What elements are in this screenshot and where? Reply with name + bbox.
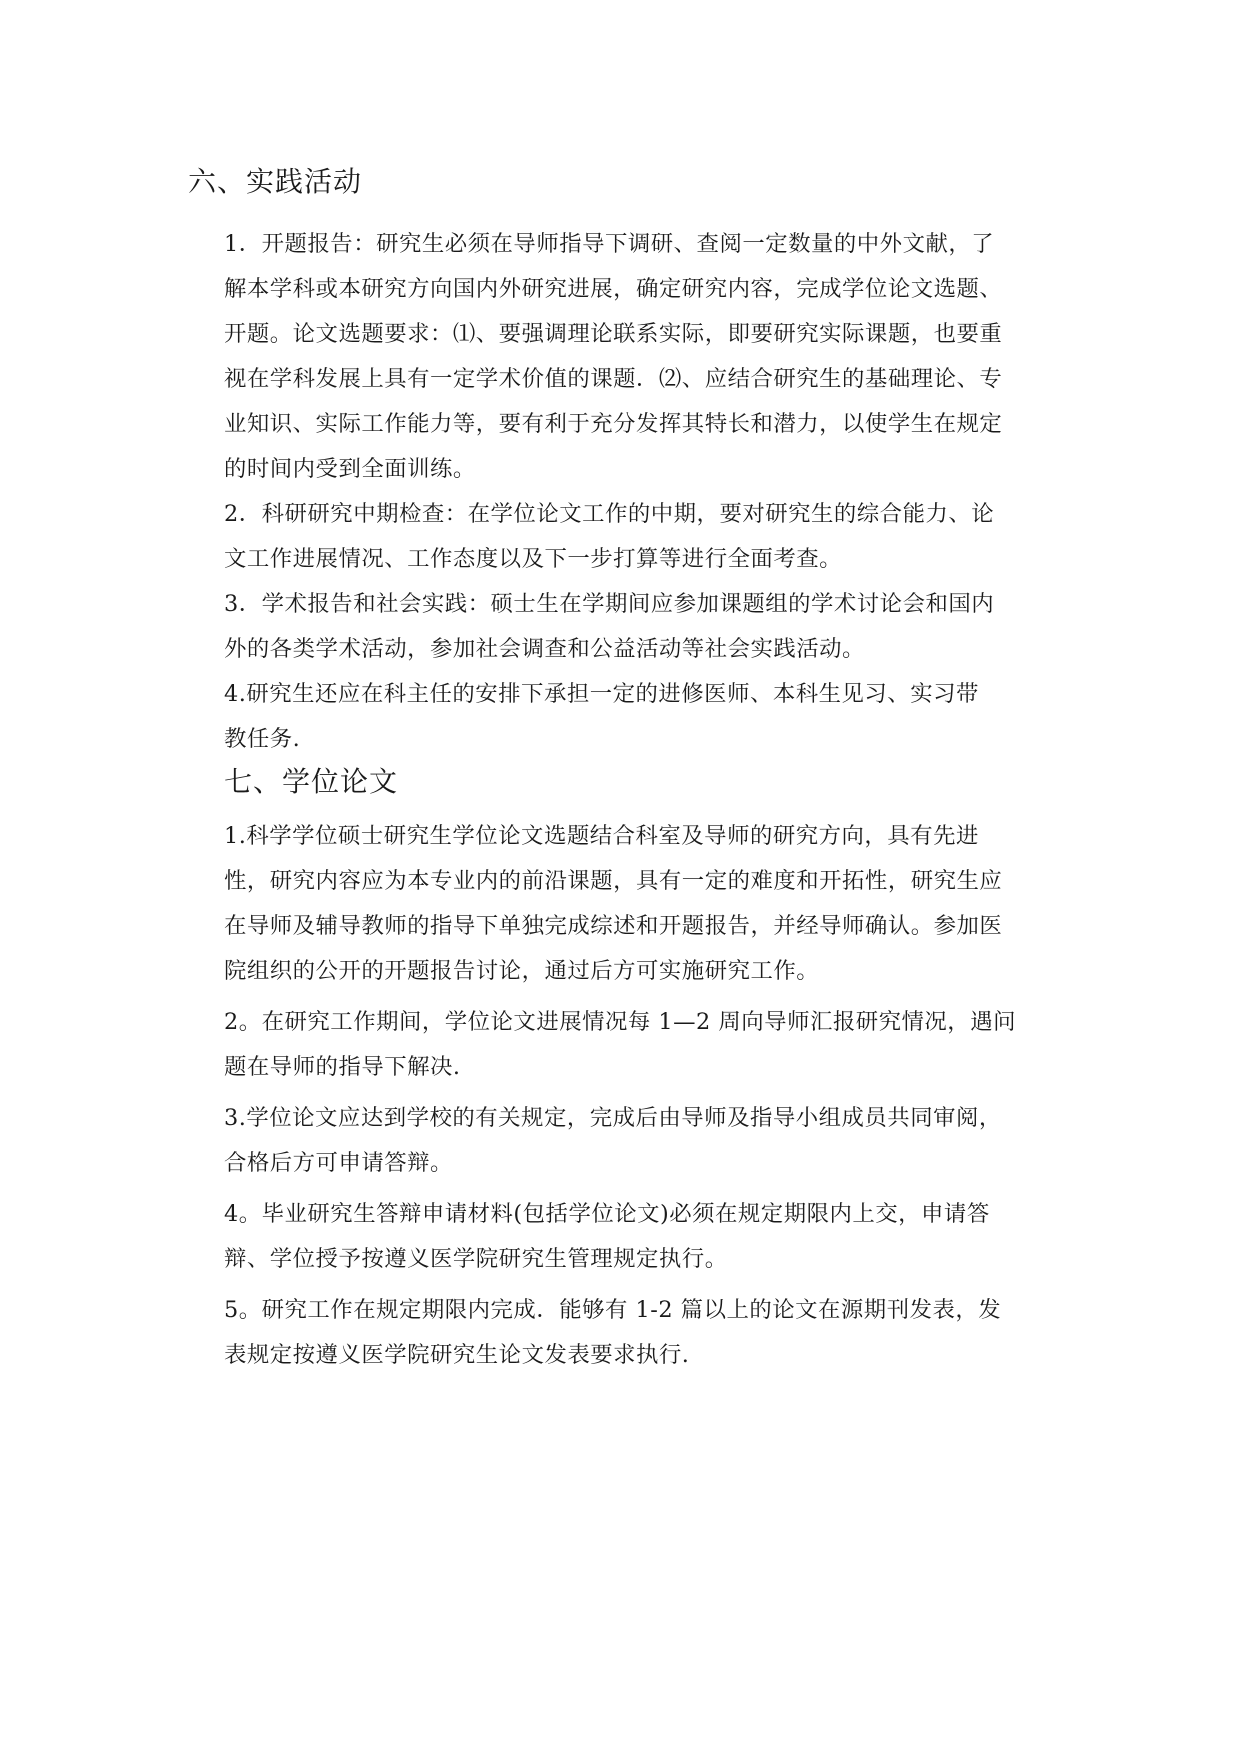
text-line: 4。毕业研究生答辩申请材料(包括学位论文)必须在规定期限内上交，申请答 — [224, 1201, 990, 1227]
text-line: 1.科学学位硕士研究生学位论文选题结合科室及导师的研究方向，具有先进 — [224, 823, 979, 849]
section-6-item-2 — [224, 492, 1044, 582]
text-line: 文工作进展情况、工作态度以及下一步打算等进行全面考查。 — [224, 546, 843, 572]
section-7-item-5 — [224, 1288, 1044, 1378]
text-line: 4.研究生还应在科主任的安排下承担一定的进修医师、本科生见习、实习带 — [224, 681, 979, 707]
section-6-item-4 — [224, 672, 1044, 762]
text-line: 院组织的公开的开题报告讨论，通过后方可实施研究工作。 — [224, 958, 820, 984]
section-7-item-1 — [224, 814, 1044, 994]
text-line: 开题。论文选题要求：⑴、要强调理论联系实际，即要研究实际课题，也要重 — [224, 321, 1003, 347]
text-line: 辩、学位授予按遵义医学院研究生管理规定执行。 — [224, 1246, 728, 1272]
section-6-item-1 — [224, 222, 1044, 492]
text-line: 视在学科发展上具有一定学术价值的课题．⑵、应结合研究生的基础理论、专 — [224, 366, 1003, 392]
section-7-item-2 — [224, 1000, 1044, 1090]
text-line: 2。在研究工作期间，学位论文进展情况每 1—2 周向导师汇报研究情况，遇问 — [224, 1009, 1016, 1035]
text-line: 外的各类学术活动，参加社会调查和公益活动等社会实践活动。 — [224, 636, 865, 662]
text-line: 题在导师的指导下解决. — [224, 1054, 461, 1080]
section-6-item-3 — [224, 582, 1044, 672]
section-7-heading: 七、学位论文 — [224, 765, 399, 798]
text-line: 3.学位论文应达到学校的有关规定，完成后由导师及指导小组成员共同审阅， — [224, 1105, 1002, 1131]
text-line: 表规定按遵义医学院研究生论文发表要求执行. — [224, 1342, 690, 1368]
text-line: 的时间内受到全面训练。 — [224, 456, 476, 482]
text-line: 解本学科或本研究方向国内外研究进展，确定研究内容，完成学位论文选题、 — [224, 276, 1003, 302]
text-line: 5。研究工作在规定期限内完成．能够有 1-2 篇以上的论文在源期刊发表，发 — [224, 1297, 1002, 1323]
text-line: 性，研究内容应为本专业内的前沿课题，具有一定的难度和开拓性，研究生应 — [224, 868, 1003, 894]
text-line: 在导师及辅导教师的指导下单独完成综述和开题报告，并经导师确认。参加医 — [224, 913, 1003, 939]
section-6-heading: 六、实践活动 — [188, 165, 363, 198]
text-line: 合格后方可申请答辩。 — [224, 1150, 453, 1176]
text-line: 1．开题报告：研究生必须在导师指导下调研、查阅一定数量的中外文献，了 — [224, 231, 995, 257]
text-line: 2．科研研究中期检查：在学位论文工作的中期，要对研究生的综合能力、论 — [224, 501, 995, 527]
text-line: 教任务. — [224, 726, 301, 752]
text-line: 3．学术报告和社会实践：硕士生在学期间应参加课题组的学术讨论会和国内 — [224, 591, 995, 617]
section-7-item-3 — [224, 1096, 1044, 1186]
text-line: 业知识、实际工作能力等，要有利于充分发挥其特长和潜力，以使学生在规定 — [224, 411, 1003, 437]
section-7-item-4 — [224, 1192, 1044, 1282]
